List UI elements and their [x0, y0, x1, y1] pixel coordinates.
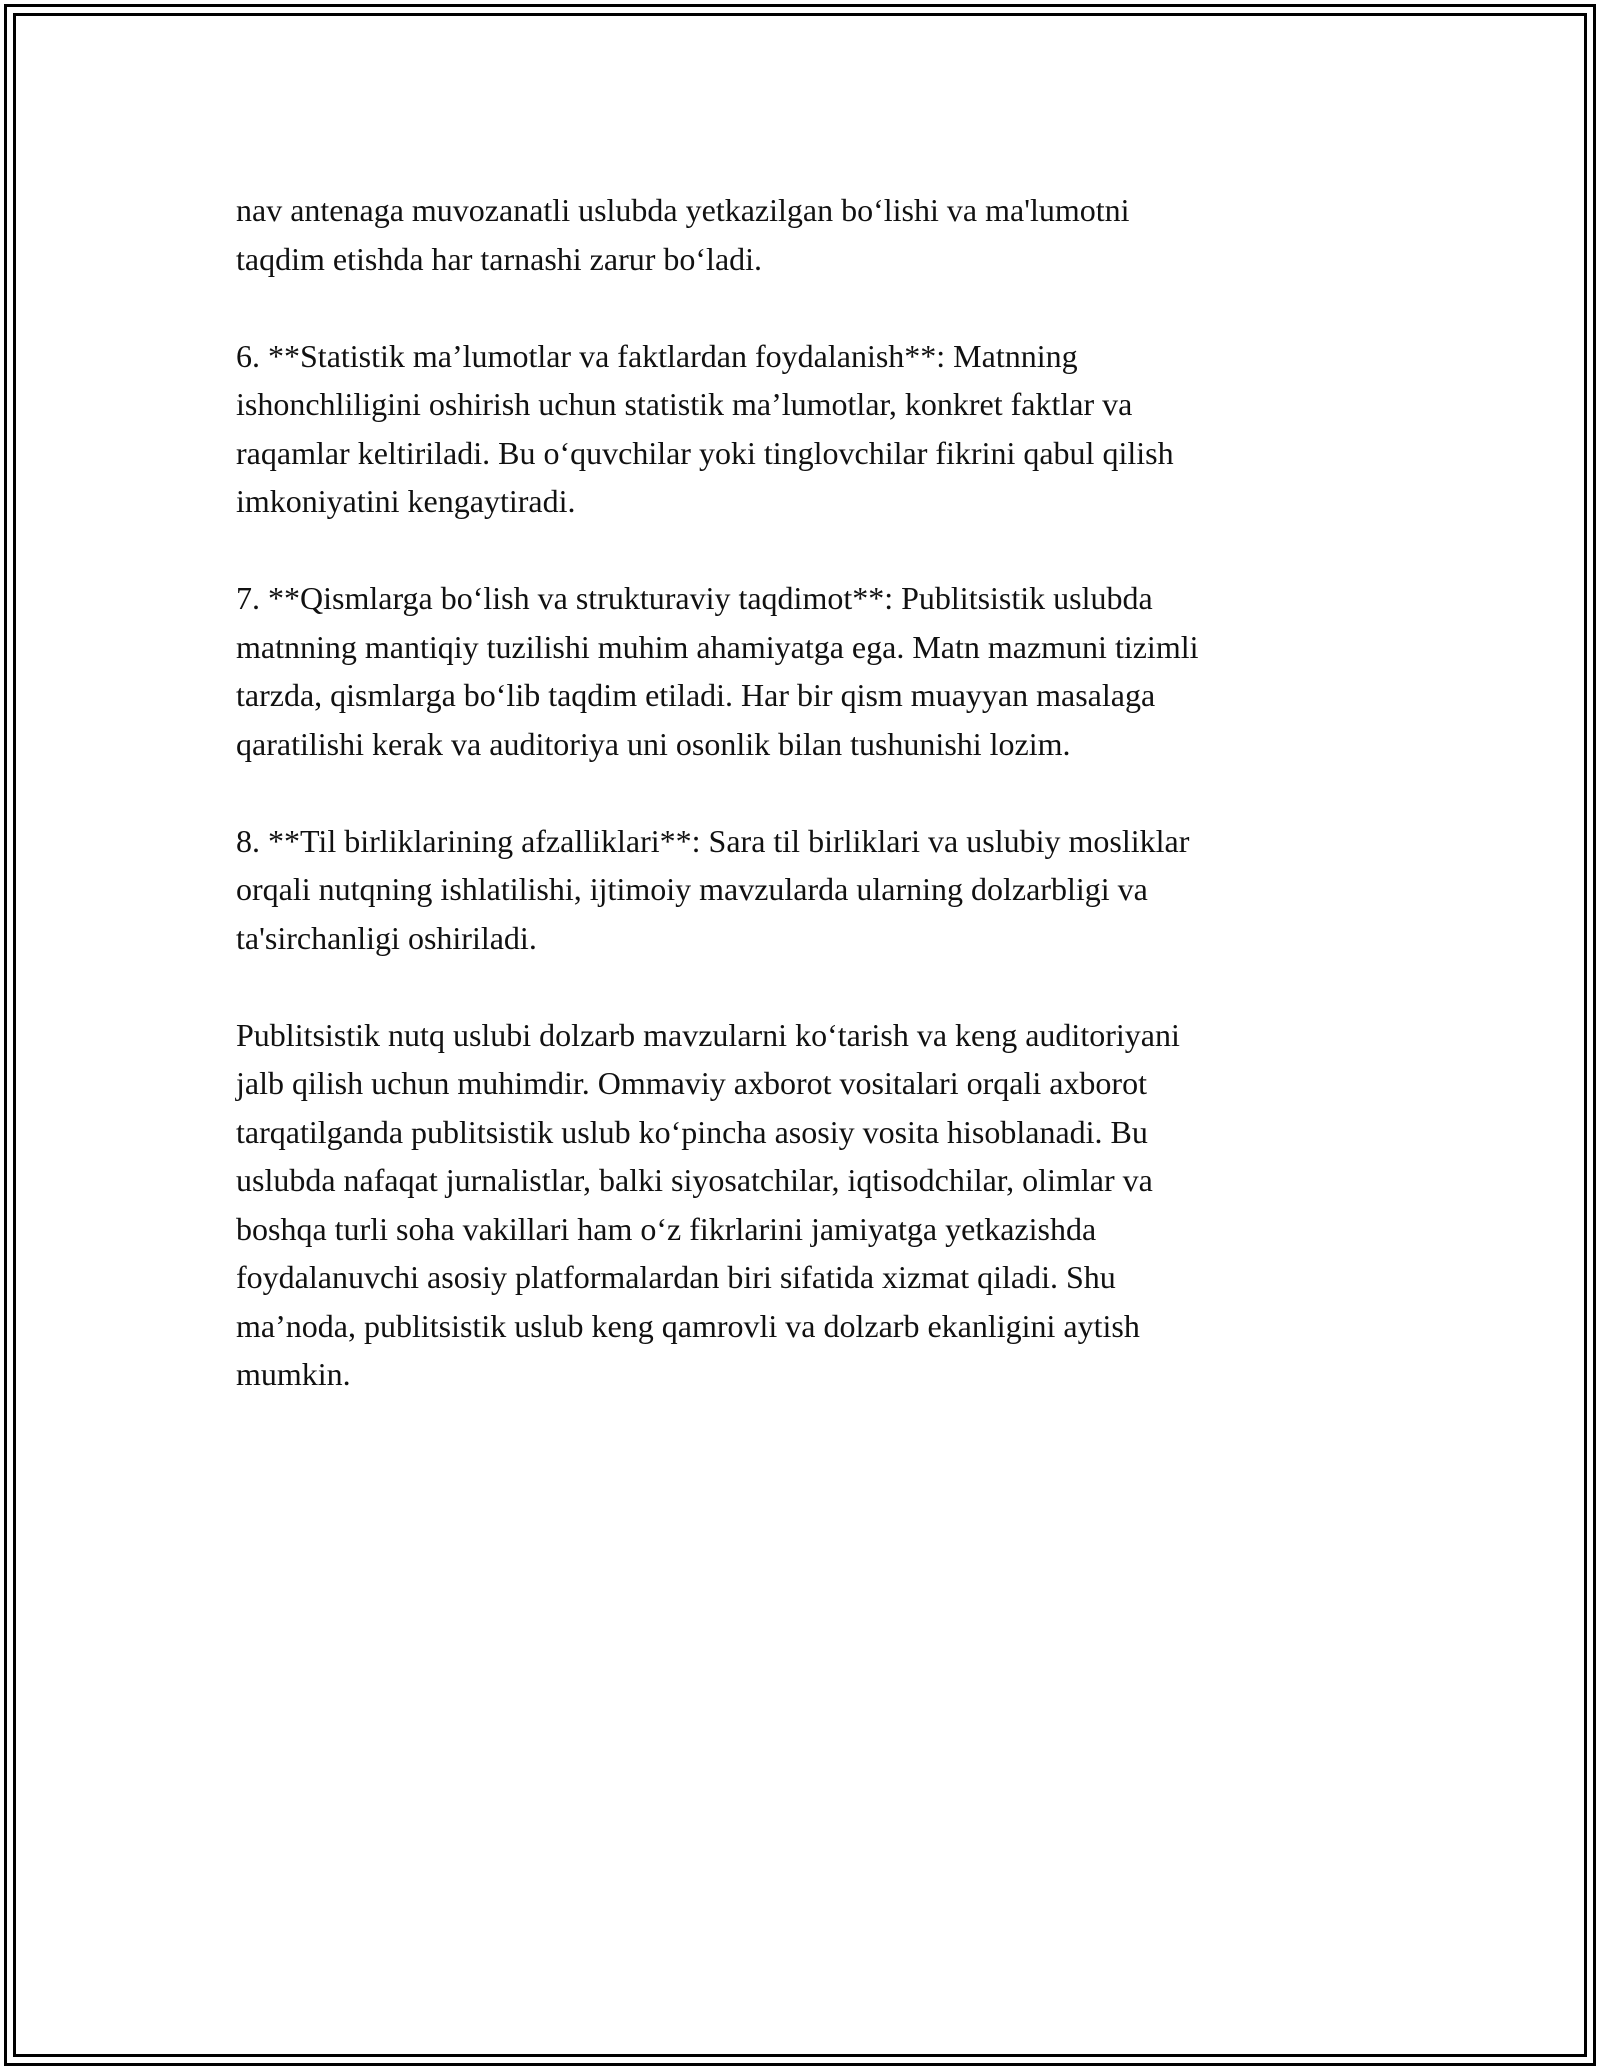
text-line: orqali nutqning ishlatilishi, ijtimoiy mavzularda ularning dolzarbligi va	[236, 871, 1148, 907]
text-line: matnning mantiqiy tuzilishi muhim ahamiyatga ega. Matn mazmuni tizimli	[236, 628, 1199, 665]
text-line: tarzda, qismlarga bo‘lib taqdim etiladi. Har bir qism muayyan masalaga	[236, 677, 1156, 713]
text-line: ishonchliligini oshirish uchun statistik ma’lumotlar, konkret faktlar va	[236, 386, 1133, 422]
text-line: 8. **Til birliklarining afzalliklari**: Sara til birliklari va uslubiy mosliklar	[236, 822, 1190, 859]
paragraph-conclusion	[236, 1011, 1376, 1399]
text-line: Publitsistik nutq uslubi dolzarb mavzularni ko‘tarish va keng auditoriyani	[236, 1016, 1180, 1053]
text-line: tarqatilganda publitsistik uslub ko‘pincha asosiy vosita hisoblanadi. Bu	[236, 1113, 1148, 1150]
text-line: nav antenaga muvozanatli uslubda yetkazilgan bo‘lishi va ma'lumotni	[236, 192, 1130, 228]
text-line: mumkin.	[236, 1356, 351, 1392]
text-line: taqdim etishda har tarnashi zarur bo‘ladi.	[236, 240, 763, 277]
text-line: raqamlar keltiriladi. Bu o‘quvchilar yoki tinglovchilar fikrini qabul qilish	[236, 434, 1174, 471]
text-line: 7. **Qismlarga bo‘lish va strukturaviy taqdimot**: Publitsistik uslubda	[236, 580, 1153, 616]
text-line: jalb qilish uchun muhimdir. Ommaviy axborot vositalari orqali axborot	[236, 1065, 1147, 1101]
text-line: qaratilishi kerak va auditoriya uni osonlik bilan tushunishi lozim.	[236, 725, 1071, 762]
text-line: uslubda nafaqat jurnalistlar, balki siyosatchilar, iqtisodchilar, olimlar va	[236, 1162, 1153, 1198]
text-line: ma’noda, publitsistik uslub keng qamrovli va dolzarb ekanligini aytish	[236, 1307, 1140, 1344]
text-line: 6. **Statistik ma’lumotlar va faktlardan foydalanish**: Matnning	[236, 337, 1078, 374]
paragraph-item-8	[236, 817, 1376, 963]
text-line: foydalanuvchi asosiy platformalardan biri sifatida xizmat qiladi. Shu	[236, 1259, 1116, 1295]
document-body	[236, 186, 1376, 1447]
paragraph-item-6	[236, 332, 1376, 526]
text-line: boshqa turli soha vakillari ham o‘z fikrlarini jamiyatga yetkazishda	[236, 1210, 1097, 1247]
text-line: ta'sirchanligi oshiriladi.	[236, 919, 537, 956]
paragraph-item-7	[236, 574, 1376, 768]
text-line: imkoniyatini kengaytiradi.	[236, 483, 576, 519]
paragraph-continuation	[236, 186, 1376, 283]
